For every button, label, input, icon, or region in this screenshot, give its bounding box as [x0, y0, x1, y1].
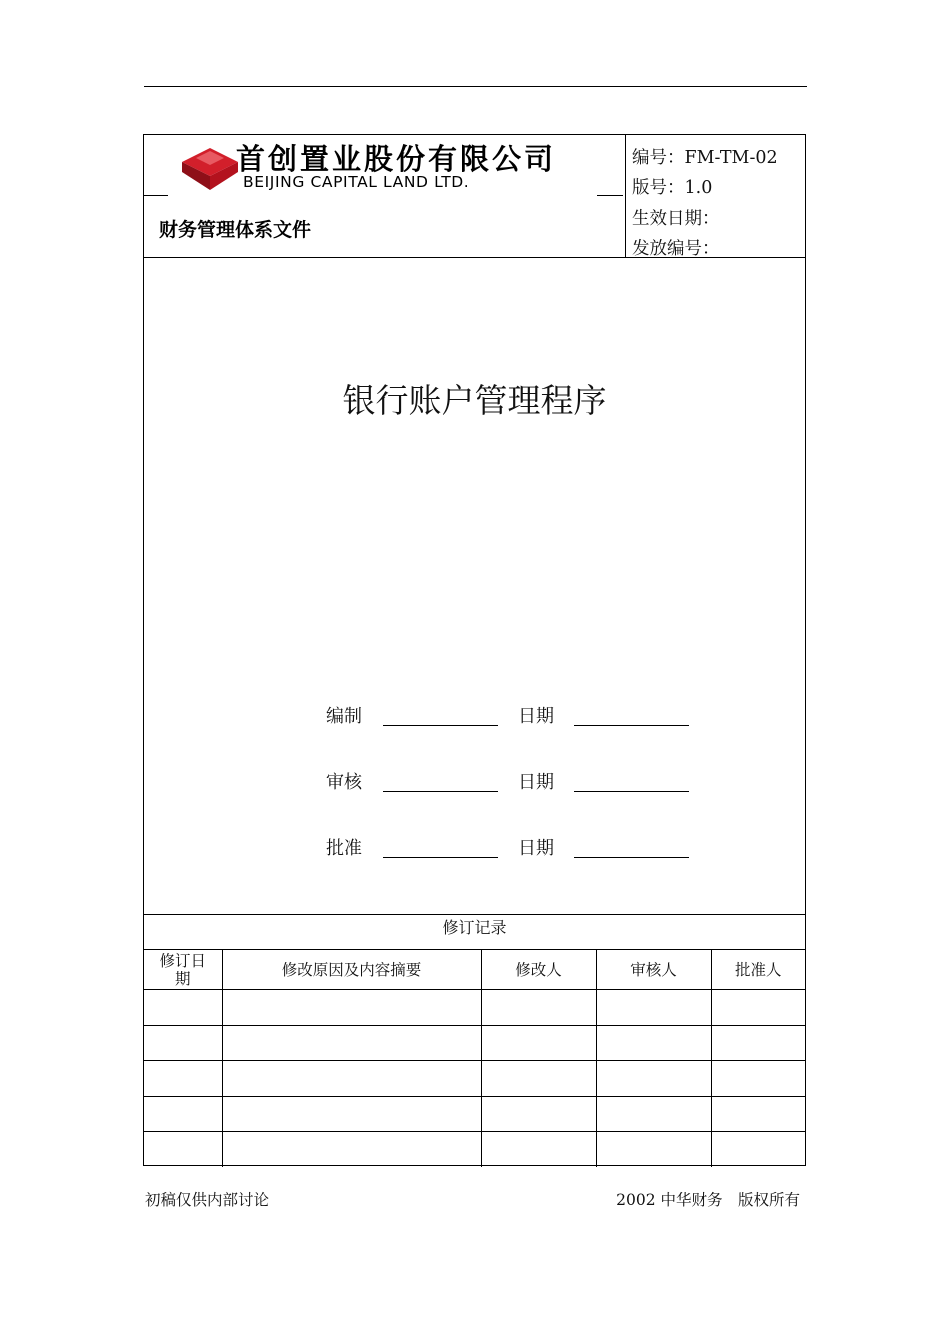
issue-number: 发放编号： [632, 239, 720, 259]
document-number: 编号：FM-TM-02 [632, 148, 778, 168]
table-cell [596, 990, 711, 1026]
table-cell [711, 1132, 805, 1167]
table-cell [144, 990, 222, 1026]
date-line [574, 857, 689, 858]
table-cell [222, 1061, 481, 1097]
signature-line [383, 857, 498, 858]
table-cell [222, 1132, 481, 1167]
signoff-date-label: 日期 [518, 838, 554, 859]
document-header [144, 135, 805, 258]
document-version: 版号：1.0 [632, 178, 713, 198]
column-header: 修改人 [481, 950, 596, 990]
table-row [144, 1096, 805, 1132]
signoff-row-reviewed [326, 768, 726, 798]
revision-table [144, 950, 805, 1167]
table-cell [481, 1096, 596, 1132]
table-cell [711, 990, 805, 1026]
header-left-cell [144, 135, 626, 257]
logo-divider-left [144, 195, 168, 196]
signoff-row-approved [326, 834, 726, 864]
signoff-date-label: 日期 [518, 772, 554, 793]
date-line [574, 791, 689, 792]
table-cell [144, 1132, 222, 1167]
signoff-role: 审核 [326, 772, 362, 793]
document-frame [143, 134, 806, 1166]
table-cell [144, 1025, 222, 1061]
header-meta-cell [626, 135, 805, 257]
table-row [144, 990, 805, 1026]
signoff-role: 编制 [326, 706, 362, 727]
column-header: 批准人 [711, 950, 805, 990]
document-title: 银行账户管理程序 [342, 381, 607, 420]
table-cell [596, 1061, 711, 1097]
table-cell [144, 1061, 222, 1097]
company-name-en: BEIJING CAPITAL LAND LTD. [243, 173, 470, 191]
signoff-role: 批准 [326, 838, 362, 859]
table-cell [222, 1025, 481, 1061]
table-cell [222, 990, 481, 1026]
table-cell [711, 1025, 805, 1061]
table-cell [596, 1132, 711, 1167]
table-cell [481, 990, 596, 1026]
effective-date: 生效日期： [632, 209, 720, 229]
document-category: 财务管理体系文件 [159, 219, 312, 241]
signoff-date-label: 日期 [518, 706, 554, 727]
table-cell [144, 1096, 222, 1132]
company-name-cn: 首创置业股份有限公司 [236, 142, 557, 176]
table-cell [481, 1025, 596, 1061]
table-cell [596, 1096, 711, 1132]
column-header: 修订日期 [144, 950, 222, 990]
table-cell [711, 1096, 805, 1132]
table-row [144, 1025, 805, 1061]
footer-draft-note: 初稿仅供内部讨论 [145, 1191, 270, 1209]
column-header: 审核人 [596, 950, 711, 990]
table-cell [481, 1132, 596, 1167]
signature-line [383, 725, 498, 726]
revision-header-row [144, 950, 805, 990]
table-cell [596, 1025, 711, 1061]
top-rule [144, 86, 807, 87]
table-cell [711, 1061, 805, 1097]
table-cell [481, 1061, 596, 1097]
logo-divider-right [597, 195, 623, 196]
signoff-row-prepared [326, 702, 726, 732]
revision-record-title: 修订记录 [144, 914, 805, 950]
table-cell [222, 1096, 481, 1132]
company-logo-icon [180, 140, 240, 192]
column-header: 修改原因及内容摘要 [222, 950, 481, 990]
table-row [144, 1132, 805, 1167]
signature-line [383, 791, 498, 792]
footer-copyright: 2002 中华财务 版权所有 [616, 1191, 800, 1209]
table-row [144, 1061, 805, 1097]
date-line [574, 725, 689, 726]
